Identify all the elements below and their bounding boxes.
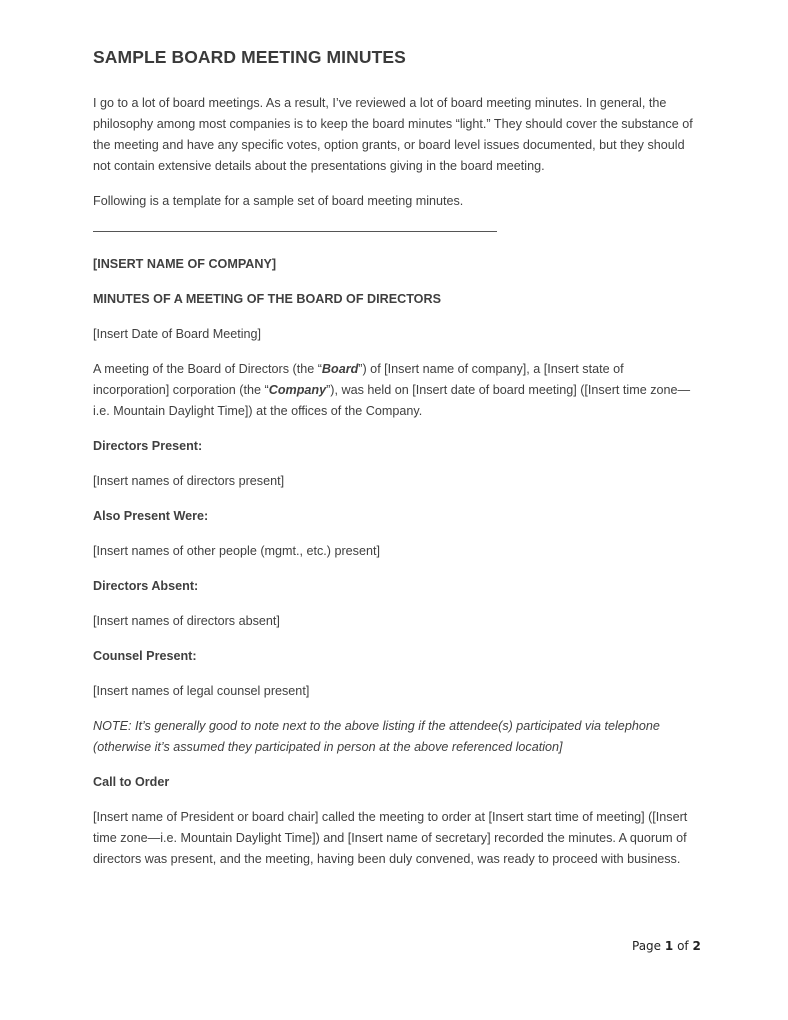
total-page-count: 2 bbox=[692, 939, 701, 953]
current-page-number: 1 bbox=[664, 939, 674, 953]
section-label-counsel-present: Counsel Present: bbox=[93, 649, 197, 663]
defined-term-company: Company bbox=[268, 383, 327, 397]
page-word: Page bbox=[632, 939, 662, 953]
company-name-placeholder: [INSERT NAME OF COMPANY] bbox=[93, 257, 277, 271]
section-label-also-present: Also Present Were: bbox=[93, 509, 209, 523]
meeting-date-placeholder: [Insert Date of Board Meeting] bbox=[93, 327, 262, 341]
opening-text-3: ”), was held on [Insert date of board meeting] ([Insert time zone—i.e. Mountain Daylight Time]) at the offices of the Company. bbox=[93, 383, 691, 418]
opening-paragraph bbox=[93, 359, 703, 422]
page-number-footer bbox=[632, 939, 701, 953]
section-value-directors-present: [Insert names of directors present] bbox=[93, 474, 285, 488]
intro-paragraph: I go to a lot of board meetings. As a result, I’ve reviewed a lot of board meeting minutes. In general, the philosophy among most companies is to keep the board minutes “light.” They should cover the substance of the meeting and have any specific votes, option grants, or board level issues documented, but they should not contain extensive details about the presentations giving in the board meeting. bbox=[93, 96, 693, 173]
section-value-directors-absent: [Insert names of directors absent] bbox=[93, 614, 280, 628]
call-to-order-body: [Insert name of President or board chair] called the meeting to order at [Insert start time of meeting] ([Insert time zone—i.e. Mountain Daylight Time]) and [Insert name of secretary] recorded the minutes. A quorum of directors was present, and the meeting, having been duly convened, was ready to proceed with business. bbox=[93, 810, 688, 866]
template-intro-line: Following is a template for a sample set of board meeting minutes. bbox=[93, 194, 464, 208]
opening-text-2: ”) of [Insert name of company], a [Insert state of incorporation] corporation (the “ bbox=[93, 362, 624, 397]
section-label-directors-present: Directors Present: bbox=[93, 439, 203, 453]
minutes-heading: MINUTES OF A MEETING OF THE BOARD OF DIRECTORS bbox=[93, 292, 441, 306]
section-value-also-present: [Insert names of other people (mgmt., etc.) present] bbox=[93, 544, 380, 558]
page-content bbox=[93, 46, 703, 870]
of-word: of bbox=[677, 939, 689, 953]
call-to-order-heading: Call to Order bbox=[93, 775, 170, 789]
opening-text-1: A meeting of the Board of Directors (the “ bbox=[93, 362, 322, 376]
horizontal-divider bbox=[93, 231, 497, 232]
attendance-note: NOTE: It’s generally good to note next to the above listing if the attendee(s) participated via telephone (otherwise it’s assumed they participated in person at the above referenced location] bbox=[93, 719, 660, 754]
section-label-directors-absent: Directors Absent: bbox=[93, 579, 199, 593]
section-value-counsel-present: [Insert names of legal counsel present] bbox=[93, 684, 310, 698]
document-title: SAMPLE BOARD MEETING MINUTES bbox=[93, 47, 406, 67]
defined-term-board: Board bbox=[321, 362, 359, 376]
